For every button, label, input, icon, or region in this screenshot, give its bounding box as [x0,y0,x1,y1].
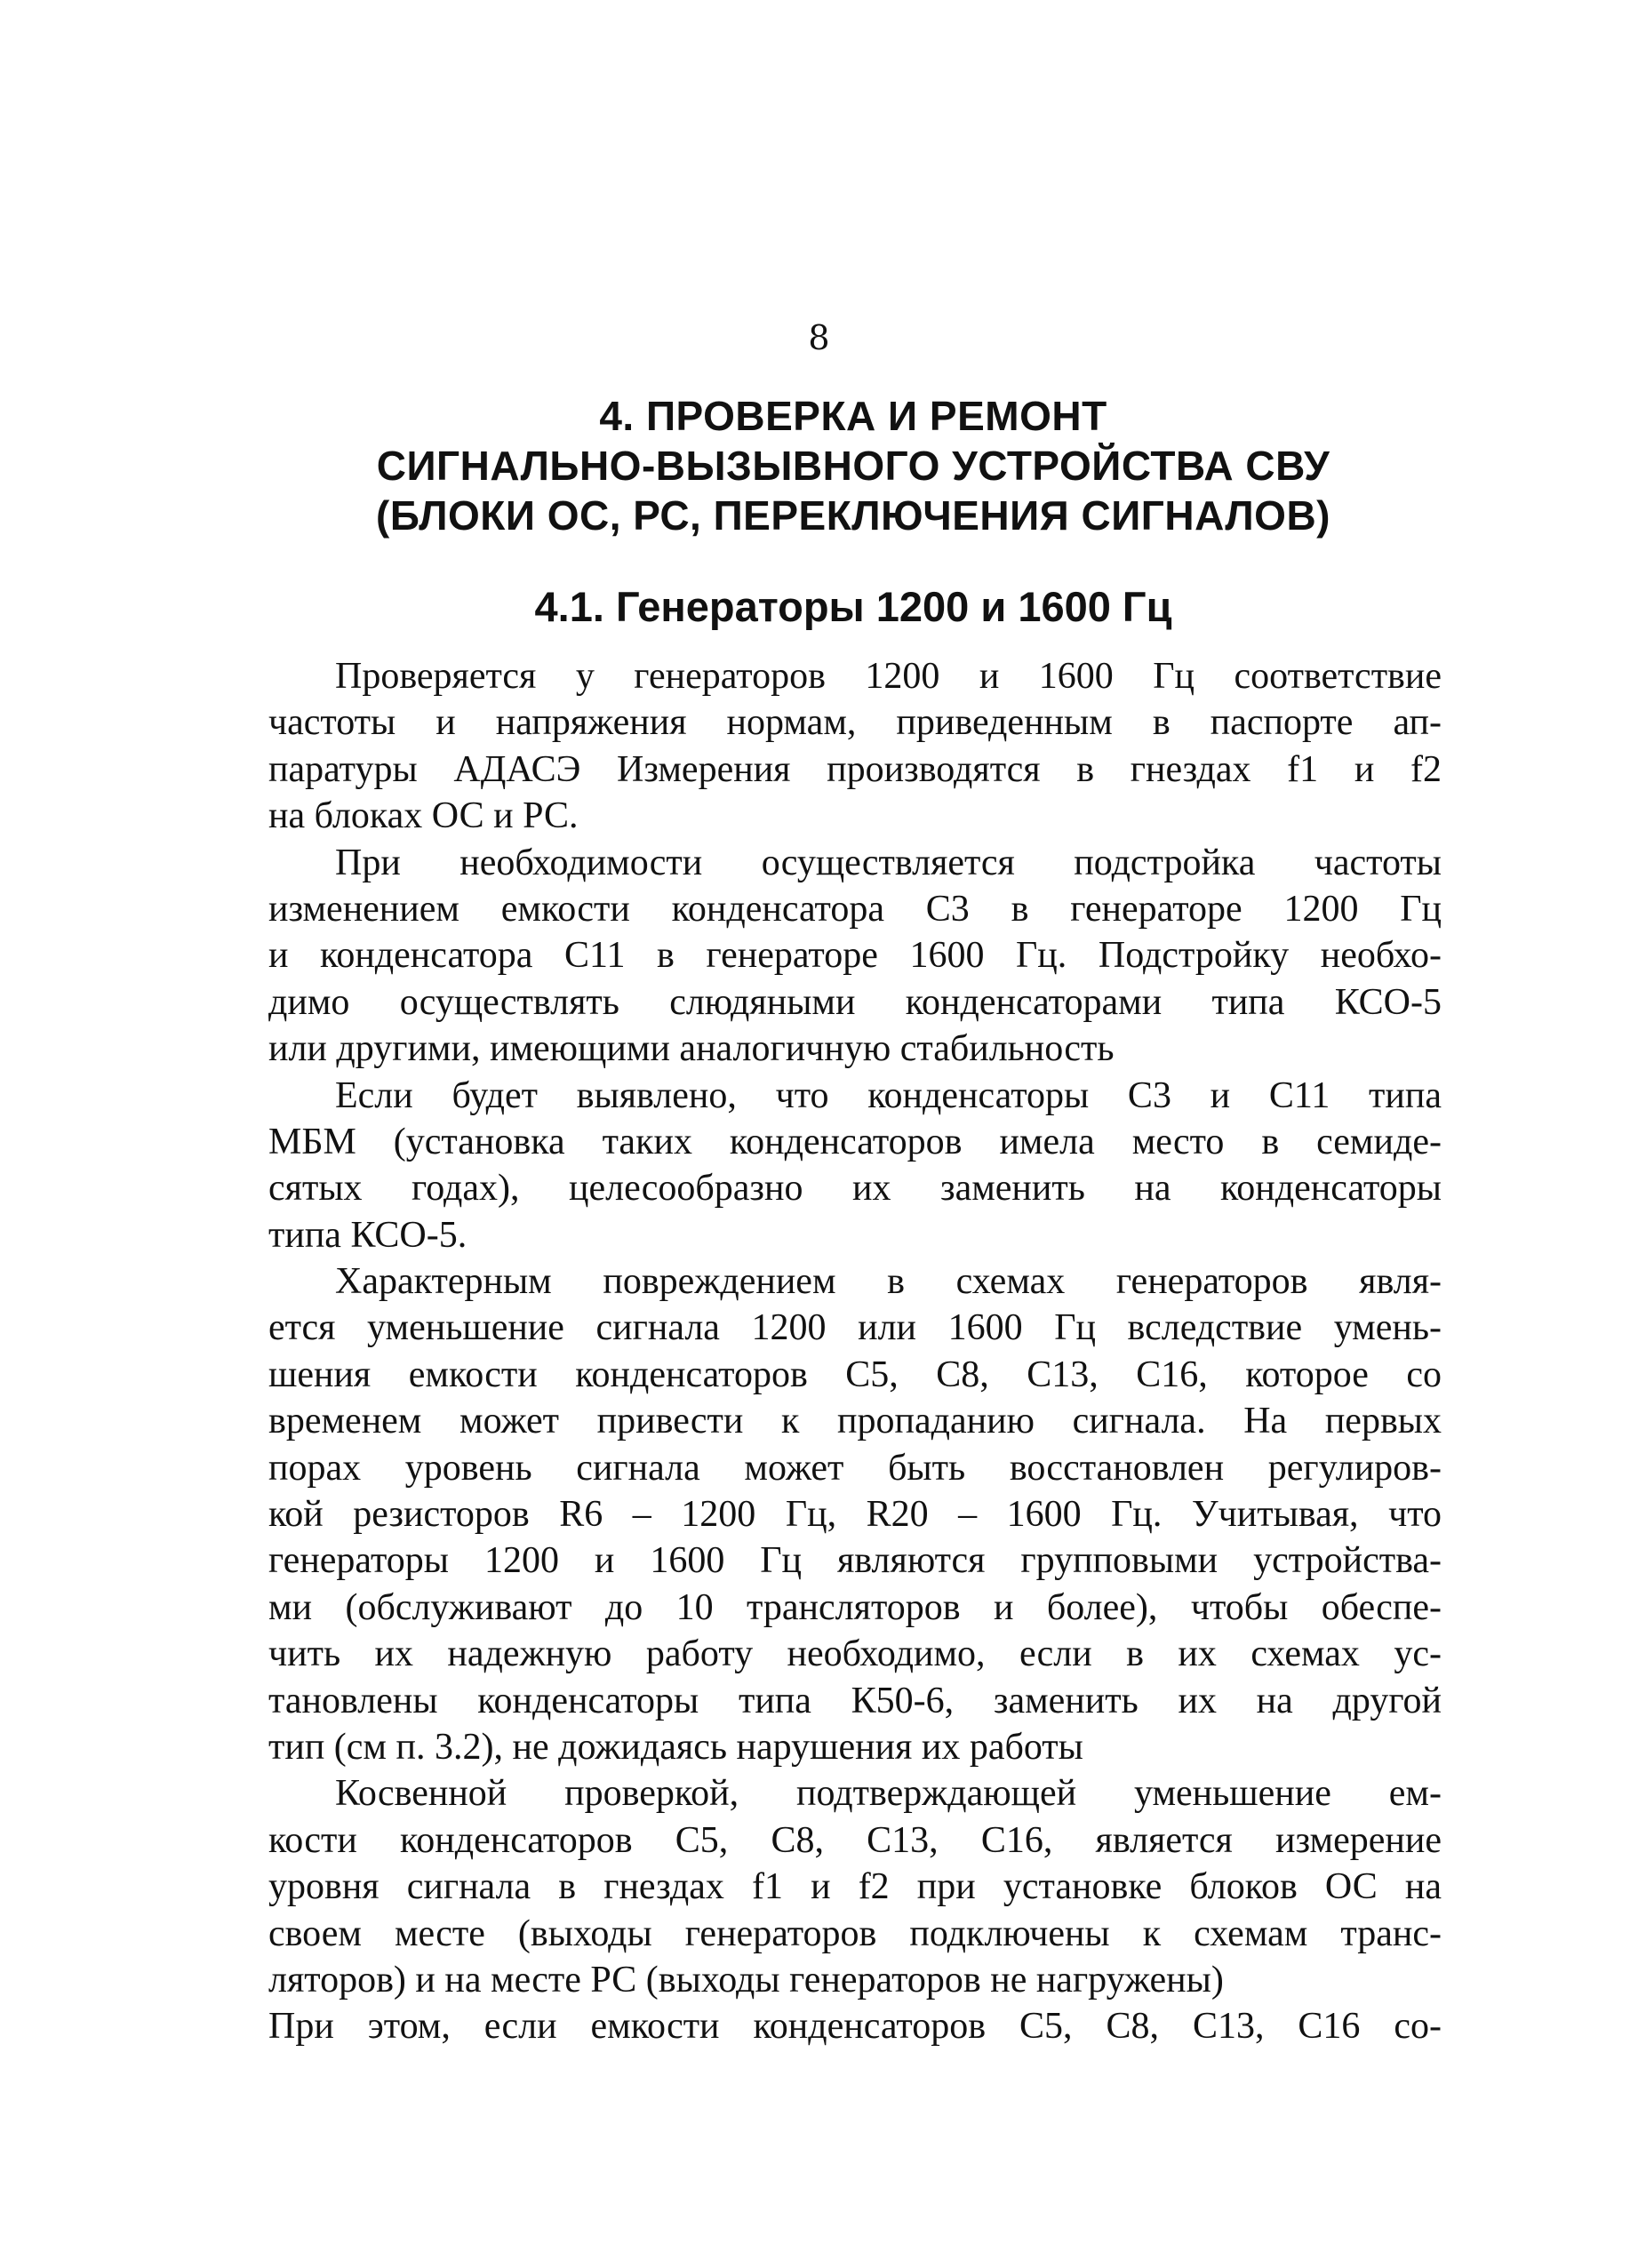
text-line: изменением емкости конденсатора С3 в генераторе 1200 Гц [268,888,1442,930]
text-line: порах уровень сигнала может быть восстановлен регулиров- [268,1447,1442,1489]
chapter-title-line: (БЛОКИ ОС, РС, ПЕРЕКЛЮЧЕНИЯ СИГНАЛОВ) [376,492,1330,539]
text-line: При этом, если емкости конденсаторов С5, С8, С13, С16 со- [268,2006,1442,2048]
text-line: паратуры АДАСЭ Измерения производятся в гнездах f1 и f2 [268,748,1442,790]
page-number: 8 [808,318,830,357]
text-line: тип (см п. 3.2), не дожидаясь нарушения их работы [268,1726,1083,1768]
text-line: типа КСО-5. [268,1214,467,1256]
text-line: шения емкости конденсаторов С5, С8, С13, С16, которое со [268,1354,1442,1395]
text-line: частоты и напряжения нормам, приведенным в паспорте ап- [268,702,1442,744]
chapter-title [267,391,1440,540]
text-line: ми (обслуживают до 10 трансляторов и более), чтобы обеспе- [268,1586,1442,1628]
text-line: на блоках ОС и РС. [268,795,579,837]
text-line: димо осуществлять слюдяными конденсаторами типа КСО-5 [268,981,1442,1023]
text-line: генераторы 1200 и 1600 Гц являются групповыми устройства- [268,1540,1442,1582]
text-line: тановлены конденсаторы типа К50-6, заменить их на другой [268,1680,1442,1721]
text-line: Характерным повреждением в схемах генераторов явля- [335,1261,1442,1303]
text-line: ется уменьшение сигнала 1200 или 1600 Гц вследствие умень- [268,1307,1442,1349]
text-line: чить их надежную работу необходимо, если в их схемах ус- [268,1633,1442,1675]
text-line: уровня сигнала в гнездах f1 и f2 при установке блоков ОС на [268,1866,1442,1908]
text-line: ляторов) и на месте РС (выходы генераторов не нагружены) [268,1959,1224,2000]
section-title: 4.1. Генераторы 1200 и 1600 Гц [534,583,1172,630]
chapter-title-line: 4. ПРОВЕРКА И РЕМОНТ [599,393,1107,439]
body-text [268,653,1442,2050]
text-line: Проверяется у генераторов 1200 и 1600 Гц соответствие [335,656,1442,697]
text-line: При необходимости осуществляется подстройка частоты [335,842,1442,883]
text-line: или другими, имеющими аналогичную стабильность [268,1028,1115,1070]
chapter-title-line: СИГНАЛЬНО-ВЫЗЫВНОГО УСТРОЙСТВА СВУ [376,443,1330,489]
text-line: Если будет выявлено, что конденсаторы С3 и С11 типа [335,1074,1442,1116]
text-line: временем может привести к пропаданию сигнала. На первых [268,1401,1442,1442]
text-line: Косвенной проверкой, подтверждающей уменьшение ем- [335,1773,1442,1815]
text-line: МБМ (установка таких конденсаторов имела место в семиде- [268,1121,1442,1162]
text-line: кой резисторов R6 – 1200 Гц, R20 – 1600 Гц. Учитывая, что [268,1494,1442,1536]
text-line: сятых годах), целесообразно их заменить на конденсаторы [268,1168,1442,1210]
text-line: кости конденсаторов С5, С8, С13, С16, является измерение [268,1819,1442,1861]
text-line: своем месте (выходы генераторов подключены к схемам транс- [268,1913,1442,1954]
text-line: и конденсатора С11 в генераторе 1600 Гц. Подстройку необхо- [268,935,1442,977]
